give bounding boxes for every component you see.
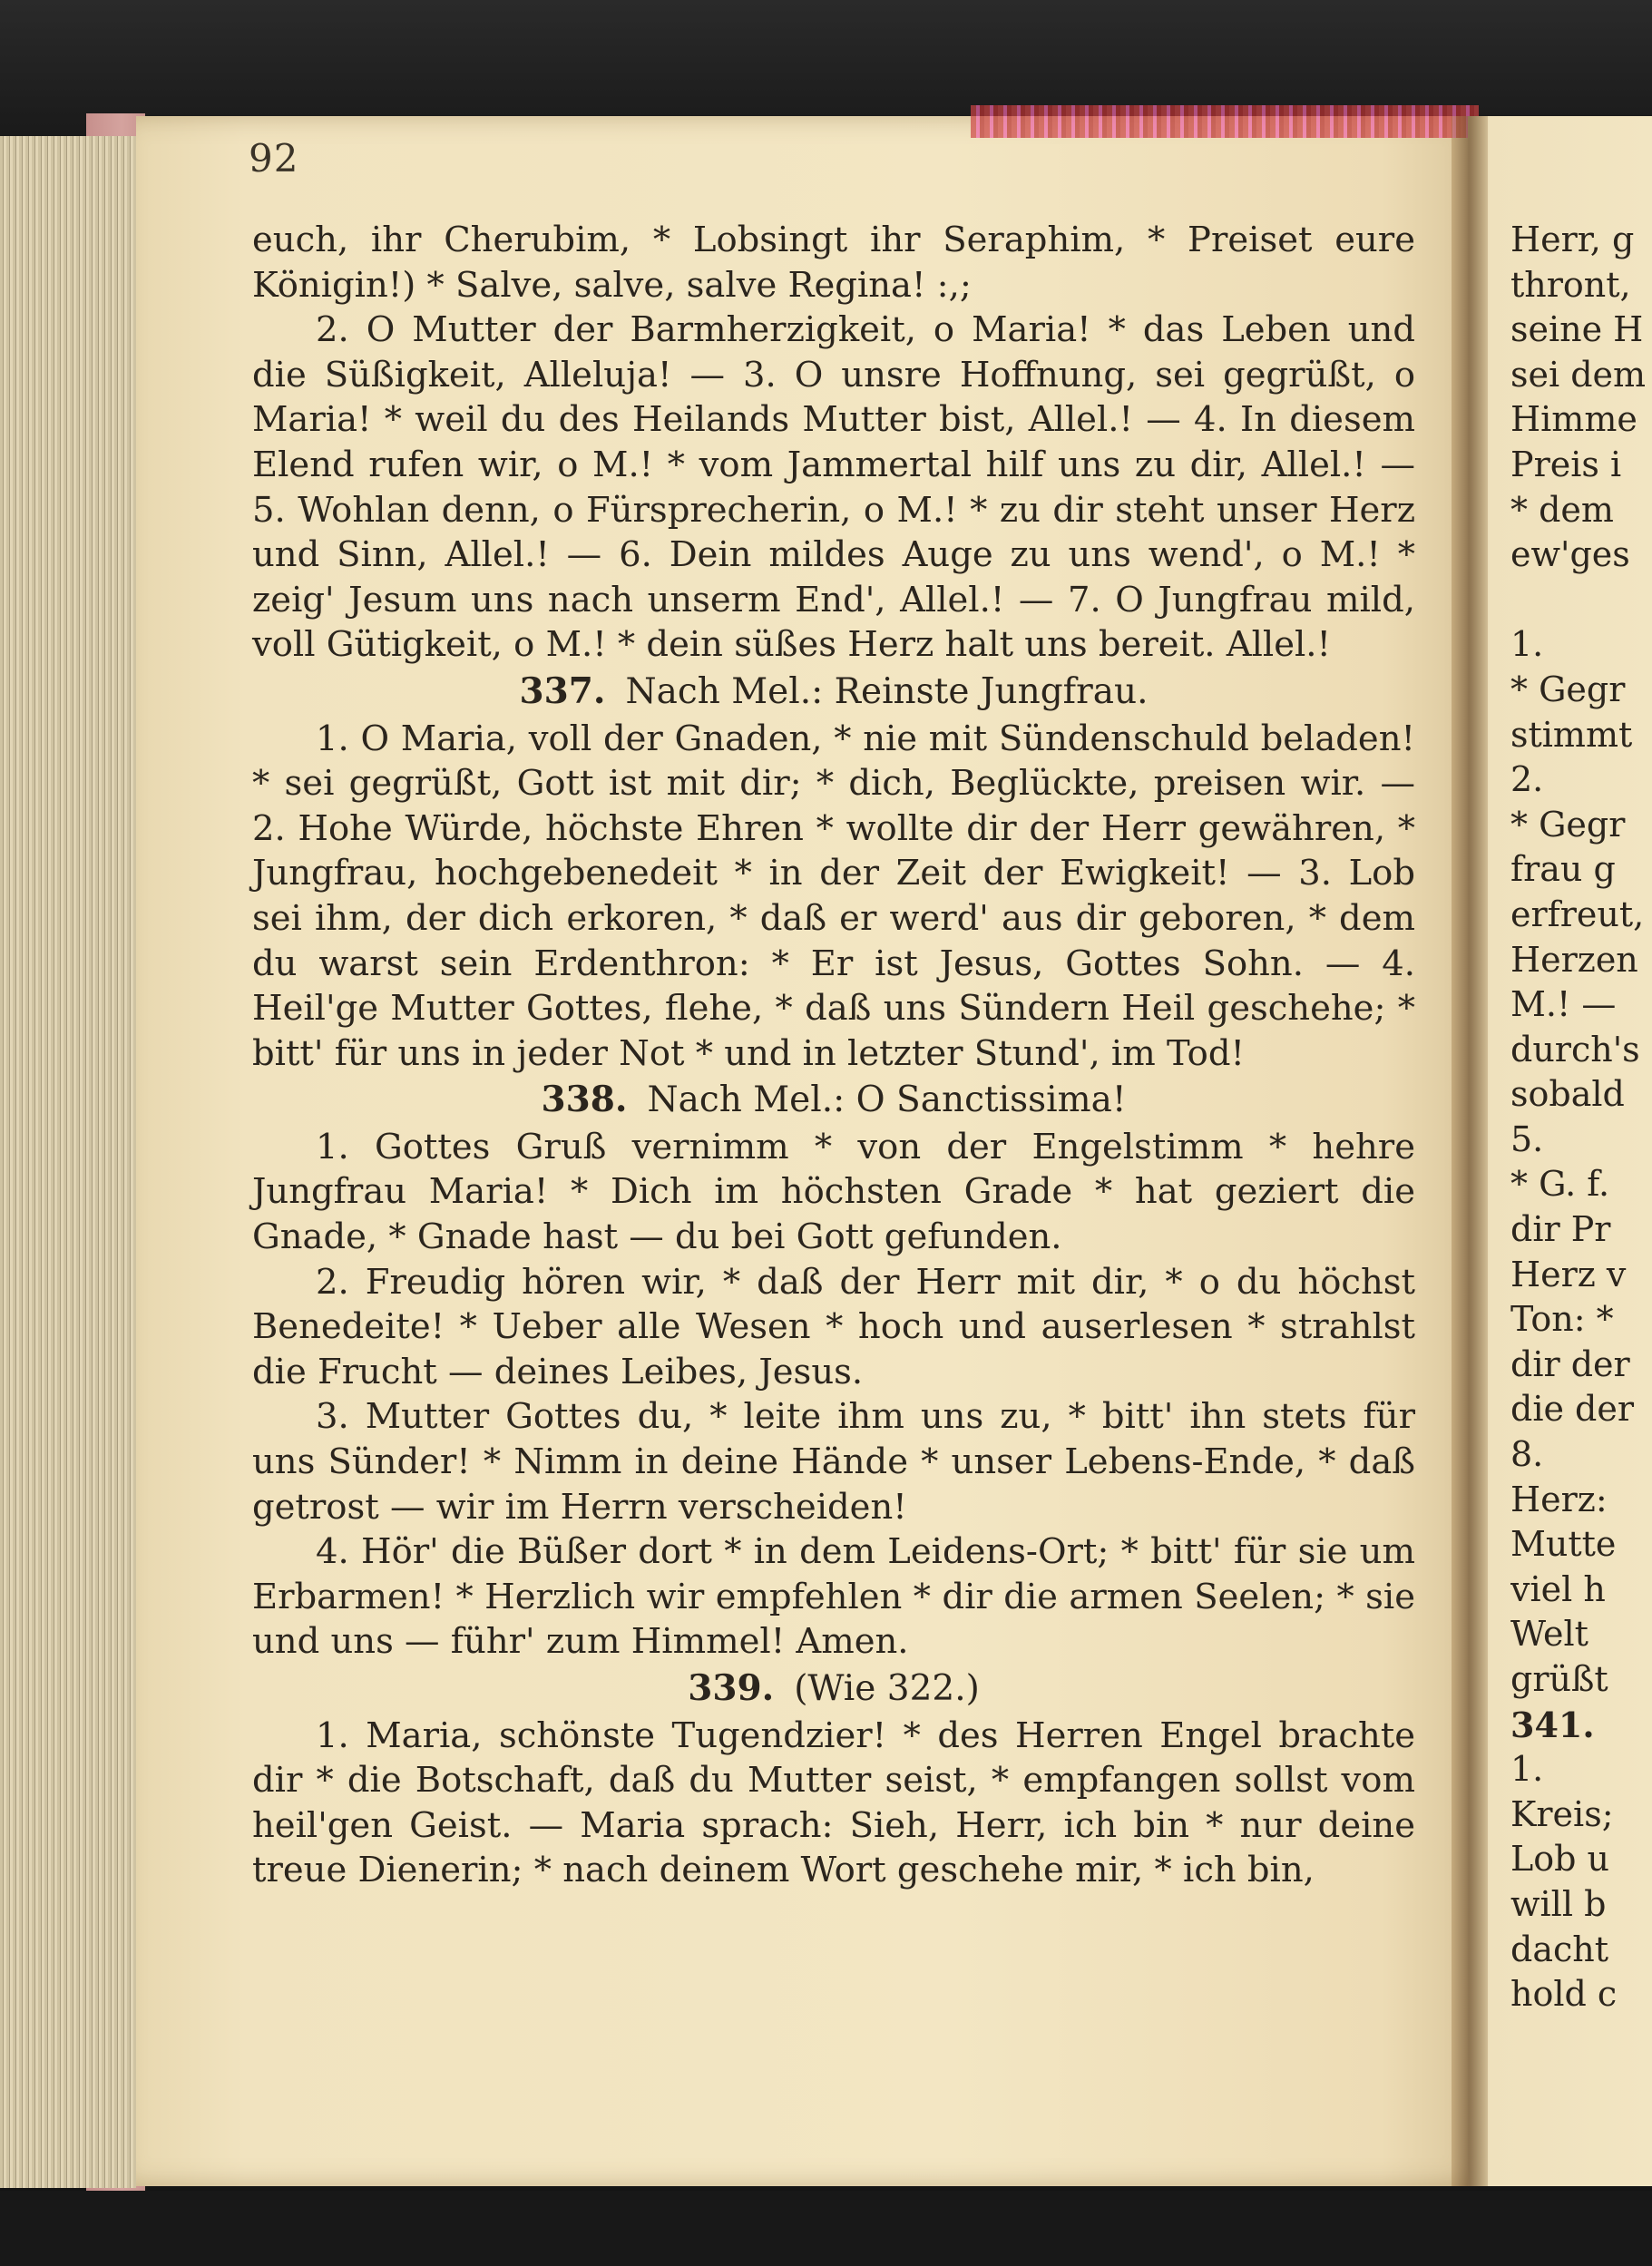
page-edges [0,136,136,2188]
facing-page-line: 8. [1510,1434,1544,1475]
verse-paragraph: 1. Maria, schönste Tugendzier! * des Herren Engel brachte dir * die Botschaft, daß du Mutter seist, * empfangen sollst vom heil'gen Geist. — Maria sprach: Sieh, Herr, ich bin * nur deine treue Dienerin; * nach deinem Wort geschehe mir, * ich bin, [252,1714,1415,1891]
facing-page-line: Herr, g [1510,220,1635,259]
facing-page-line: stimmt [1510,714,1633,755]
facing-page-line: * Gegr [1510,669,1626,709]
verse-paragraph: 1. O Maria, voll der Gnaden, * nie mit Sündenschuld beladen! * sei gegrüßt, Gott ist mit dir; * dich, Beglückte, preisen wir. — 2. Hohe Würde, höchste Ehren * wollte dir der Herr gewähren, * Jungfrau, hochgebenedeit * in der Zeit der Ewigkeit! — 3. Lob sei ihm, der dich erkoren, * daß er werd' aus dir geboren, * dem du warst sein Erdenthron: * Er ist Jesus, Gottes Sohn. — 4. Heil'ge Mutter Gottes, flehe, * daß uns Sündern Heil geschehe; * bitt' für uns in jeder Not * und in letzter Stund', im Tod! [252,718,1415,1074]
facing-page-line: Mutte [1510,1524,1617,1565]
hymn-number: 339. [688,1667,775,1709]
facing-page-line: 1. [1510,1749,1544,1790]
hymn-heading [252,1078,1415,1123]
facing-page-line: Welt [1510,1614,1588,1655]
facing-page-line: ew'ges [1510,534,1630,575]
facing-page-line: dir der [1510,1343,1630,1384]
verse-paragraph: 2. O Mutter der Barmherzigkeit, o Maria! * das Leben und die Süßigkeit, Alleluja! — 3. O unsre Hoffnung, sei gegrüßt, o Maria! * weil du des Heilands Mutter bist, Allel.! — 4. In diesem Elend rufen wir, o M.! * vom Jammertal hilf uns zu dir, Allel.! — 5. Wohlan denn, o Fürsprecherin, o M.! * zu dir steht unser Herz und Sinn, Allel.! — 6. Dein mildes Auge zu uns wend', o M.! * zeig' Jesum uns nach unserm End', Allel.! — 7. O Jungfrau mild, voll Gütigkeit, o M.! * dein süßes Herz halt uns bereit. Allel.! [252,309,1415,666]
facing-page-line: hold c [1510,1974,1618,2015]
book-cover-bottom [0,2191,1652,2266]
facing-page-line: dir Pr [1510,1209,1611,1250]
hymn-number: 337. [519,669,606,712]
page-number: 92 [249,136,299,181]
facing-page-line: sobald [1510,1074,1625,1115]
facing-page-line: Herz: [1510,1479,1608,1519]
facing-page-line: durch's [1510,1029,1640,1070]
facing-page-line: * G. f. [1510,1164,1610,1205]
facing-page-line: Lob u [1510,1839,1609,1880]
verse-paragraph: 4. Hör' die Büßer dort * in dem Leidens-Ort; * bitt' für sie um Erbarmen! * Herzlich wir empfehlen * dir die armen Seelen; * sie und uns — führ' zum Himmel! Amen. [252,1531,1415,1663]
verse-paragraph: 1. Gottes Gruß vernimm * von der Engelstimm * hehre Jungfrau Maria! * Dich im höchsten Grade * hat geziert die Gnade, * Gnade hast — du bei Gott gefunden. [252,1126,1415,1258]
facing-page-line: dacht [1510,1929,1609,1969]
facing-page-line: sei dem [1510,354,1647,395]
hymn-text [252,218,1415,1893]
facing-page-text [1510,218,1652,2017]
facing-page-line: 5. [1510,1118,1544,1159]
verse-paragraph: 2. Freudig hören wir, * daß der Herr mit dir, * o du höchst Benedeite! * Ueber alle Wesen * hoch und auserlesen * strahlst die Frucht — deines Leibes, Jesus. [252,1261,1415,1392]
facing-page-line [1510,578,1652,623]
verse-paragraph: 3. Mutter Gottes du, * leite ihm uns zu, * bitt' ihn stets für uns Sünder! * Nimm in deine Hände * unser Lebens-Ende, * daß getrost — wir im Herrn verscheiden! [252,1396,1415,1528]
facing-page-line: Preis i [1510,444,1622,484]
facing-page-line: * Gegr [1510,804,1626,845]
facing-page-line: erfreut, [1510,894,1645,934]
hymn-melody: Nach Mel.: Reinste Jungfrau. [625,670,1149,712]
facing-page-line: M.! — [1510,984,1617,1025]
facing-page-line: 2. [1510,759,1544,800]
facing-page-line: frau g [1510,849,1616,890]
book-gutter [1452,116,1488,2186]
facing-page-line: viel h [1510,1568,1606,1609]
facing-page-line: grüßt [1510,1659,1608,1699]
facing-page-line: Himme [1510,399,1637,440]
facing-page-line: 1. [1510,624,1544,665]
hymn-heading [252,669,1415,715]
facing-page-line: * dem [1510,489,1614,530]
verse-paragraph: euch, ihr Cherubim, * Lobsingt ihr Seraphim, * Preiset eure Königin!) * Salve, salve, salve Regina! :,; [252,220,1415,306]
facing-page-line: 341. [1510,1704,1595,1745]
facing-page-line: thront, [1510,264,1631,305]
facing-page-line: Herz v [1510,1254,1627,1294]
facing-page-line: Kreis; [1510,1793,1614,1834]
hymn-melody: Nach Mel.: O Sanctissima! [647,1079,1127,1121]
hymn-melody: (Wie 322.) [794,1668,980,1709]
facing-page-line: Ton: * [1510,1299,1614,1340]
facing-page-line: seine H [1510,309,1644,350]
facing-page-line: Herzen [1510,939,1638,980]
facing-page-line: will b [1510,1883,1607,1924]
hymn-number: 338. [541,1079,628,1121]
hymn-heading [252,1666,1415,1712]
facing-page-line: die der [1510,1389,1635,1430]
